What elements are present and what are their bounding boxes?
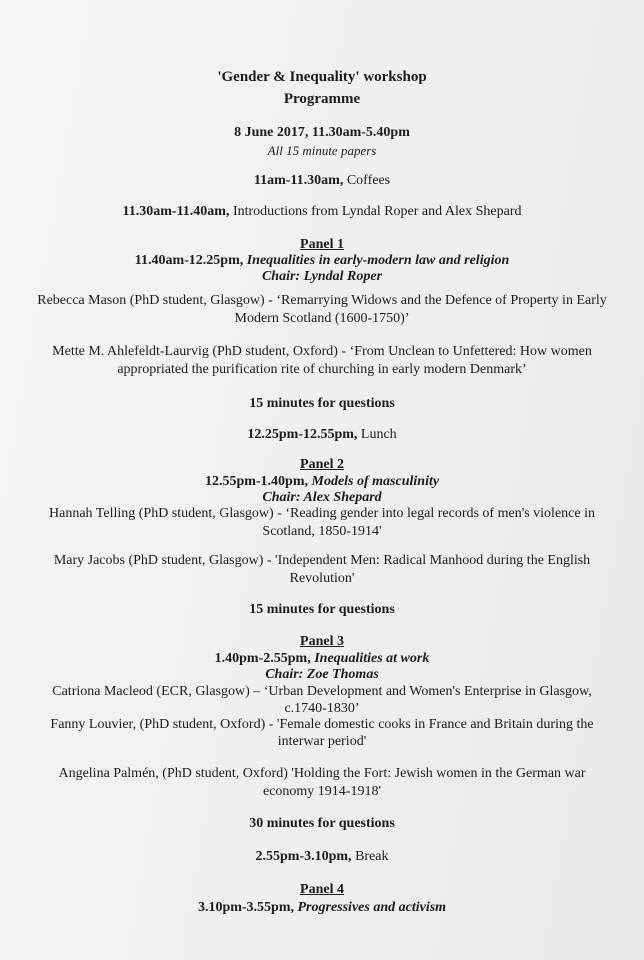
break-item [0, 848, 644, 866]
panel-3-chair: Chair: Zoe Thomas [265, 667, 379, 682]
break-label: Break [351, 849, 389, 864]
panel-1-paper-1-line-1: Rebecca Mason (PhD student, Glasgow) - ‘Remarrying Widows and the Defence of Property in Early [37, 293, 607, 308]
panel-4-theme: Progressives and activism [294, 900, 447, 915]
panel-2-heading: Panel 2 [300, 457, 344, 472]
panel-2-time: 12.55pm-1.40pm, [204, 474, 308, 489]
panel-3-paper-2-line-2: interwar period' [277, 734, 367, 749]
panel-3-questions: 30 minutes for questions [249, 816, 395, 831]
panel-3-paper-3-line-2: economy 1914-1918' [262, 784, 381, 799]
date-time: 8 June 2017, 11.30am-5.40pm [234, 125, 410, 140]
panel-1-heading: Panel 1 [300, 237, 344, 252]
panel-3-paper-2-line-1: Fanny Louvier, (PhD student, Oxford) - 'Female domestic cooks in France and Britain during the [50, 717, 594, 732]
panel-2-questions: 15 minutes for questions [249, 602, 395, 617]
panel-4-heading: Panel 4 [300, 882, 344, 897]
papers-note: All 15 minute papers [267, 143, 377, 158]
panel-1-paper-2-line-2: appropriated the purification rite of churching in early modern Denmark’ [117, 362, 527, 377]
panel-2-theme: Models of masculinity [308, 474, 440, 489]
panel-4-time: 3.10pm-3.55pm, [197, 900, 294, 915]
panel-2-paper-2-line-1: Mary Jacobs (PhD student, Glasgow) - 'Independent Men: Radical Manhood during the English [53, 553, 591, 568]
panel-3-paper-3-line-1: Angelina Palmén, (PhD student, Oxford) 'Holding the Fort: Jewish women in the German war [58, 766, 586, 781]
panel-1-paper-2-line-1: Mette M. Ahlefeldt-Laurvig (PhD student, Oxford) - ‘From Unclean to Unfettered: How women [52, 344, 592, 359]
panel-2-paper-2-line-2: Revolution' [289, 571, 355, 586]
panel-3-theme: Inequalities at work [310, 651, 430, 666]
intro-time: 11.30am-11.40am, [122, 204, 230, 219]
coffees-label: Coffees [343, 173, 391, 188]
panel-1-chair: Chair: Lyndal Roper [261, 269, 383, 284]
panel-1-time: 11.40am-12.25pm, [134, 253, 244, 268]
intro-item [0, 203, 644, 221]
panel-2-chair: Chair: Alex Shepard [262, 490, 382, 505]
panel-2-paper-1-line-2: Scotland, 1850-1914' [262, 524, 382, 539]
panel-3-heading: Panel 3 [300, 634, 344, 649]
programme-heading: Programme [283, 91, 361, 107]
coffees-time: 11am-11.30am, [253, 173, 344, 188]
panel-3-paper-1-line-1: Catriona Macleod (ECR, Glasgow) – ‘Urban Development and Women's Enterprise in Glasgow, [52, 684, 592, 699]
panel-4-session [0, 899, 644, 917]
lunch-time: 12.25pm-12.55pm, [247, 427, 358, 442]
workshop-title: 'Gender & Inequality' workshop [217, 69, 427, 85]
panel-3-paper-1-line-2: c.1740-1830’ [284, 701, 360, 716]
lunch-item [0, 426, 644, 444]
panel-2-paper-1-line-1: Hannah Telling (PhD student, Glasgow) - ‘Reading gender into legal records of men's violence in [49, 506, 595, 521]
intro-label: Introductions from Lyndal Roper and Alex Shepard [229, 204, 522, 219]
coffees-item [0, 172, 644, 190]
panel-1-theme: Inequalities in early-modern law and religion [243, 253, 510, 268]
break-time: 2.55pm-3.10pm, [255, 849, 352, 864]
lunch-label: Lunch [357, 427, 397, 442]
panel-1-paper-1-line-2: Modern Scotland (1600-1750)’ [234, 311, 410, 326]
panel-3-time: 1.40pm-2.55pm, [214, 651, 311, 666]
panel-1-questions: 15 minutes for questions [249, 396, 395, 411]
